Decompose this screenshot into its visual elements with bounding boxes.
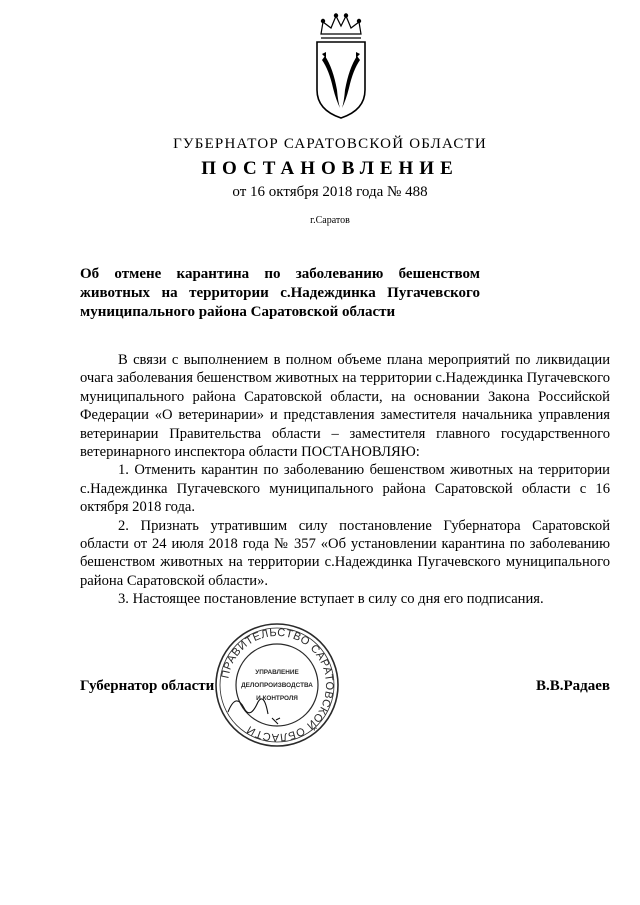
resolution-item-1: 1. Отменить карантин по заболеванию бешенством животных на территории с.Надеждинка Пугачевского муниципального района Саратовской области с 16 октября 2018 года. bbox=[80, 462, 610, 516]
coat-of-arms-icon bbox=[311, 12, 371, 122]
signatory-position: Губернатор области bbox=[80, 678, 215, 694]
signatory-name: В.В.Радаев bbox=[535, 678, 610, 694]
stamp-center-line: УПРАВЛЕНИЕ bbox=[255, 669, 299, 676]
preamble-paragraph: В связи с выполнением в полном объеме плана мероприятий по ликвидации очага заболевания бешенством животных на территории с.Надеждинка Пугачевского муниципального района Саратовской области, на основании Закона Российской Федерации «О ветеринарии» и представления заместителя начальника управления ветеринарии Правительства области – заместителя главного государственного ветеринарного инспектора области ПОСТАНОВЛЯЮ: bbox=[80, 352, 610, 461]
document-type: ПОСТАНОВЛЕНИЕ bbox=[201, 158, 459, 179]
issuing-authority: ГУБЕРНАТОР САРАТОВСКОЙ ОБЛАСТИ bbox=[173, 136, 487, 152]
official-stamp bbox=[214, 622, 340, 748]
document-city: г.Саратов bbox=[310, 215, 350, 226]
resolution-item-2: 2. Признать утратившим силу постановление Губернатора Саратовской области от 24 июля 2018 года № 357 «Об установлении карантина по заболеванию бешенством животных на территории с.Надеждинка Пугачевского муниципального района Саратовской области». bbox=[80, 517, 610, 589]
document-body bbox=[80, 351, 610, 609]
stamp-center-line: ДЕЛОПРОИЗВОДСТВА bbox=[241, 682, 313, 689]
document-date-number: от 16 октября 2018 года № 488 bbox=[232, 184, 428, 200]
stamp-center-line: И КОНТРОЛЯ bbox=[256, 695, 298, 702]
document-subject bbox=[80, 265, 480, 322]
subject-line: муниципального района Саратовской области bbox=[80, 304, 396, 320]
subject-line: животных на территории с.Надеждинка Пугачевского bbox=[80, 285, 480, 301]
subject-line: Об отмене карантина по заболеванию бешенством bbox=[80, 266, 480, 282]
resolution-item-3: 3. Настоящее постановление вступает в силу со дня его подписания. bbox=[118, 591, 544, 608]
stamp-ring-text: ПРАВИТЕЛЬСТВО САРАТОВСКОЙ ОБЛАСТИ bbox=[219, 626, 336, 744]
signature-scribble bbox=[228, 699, 280, 724]
